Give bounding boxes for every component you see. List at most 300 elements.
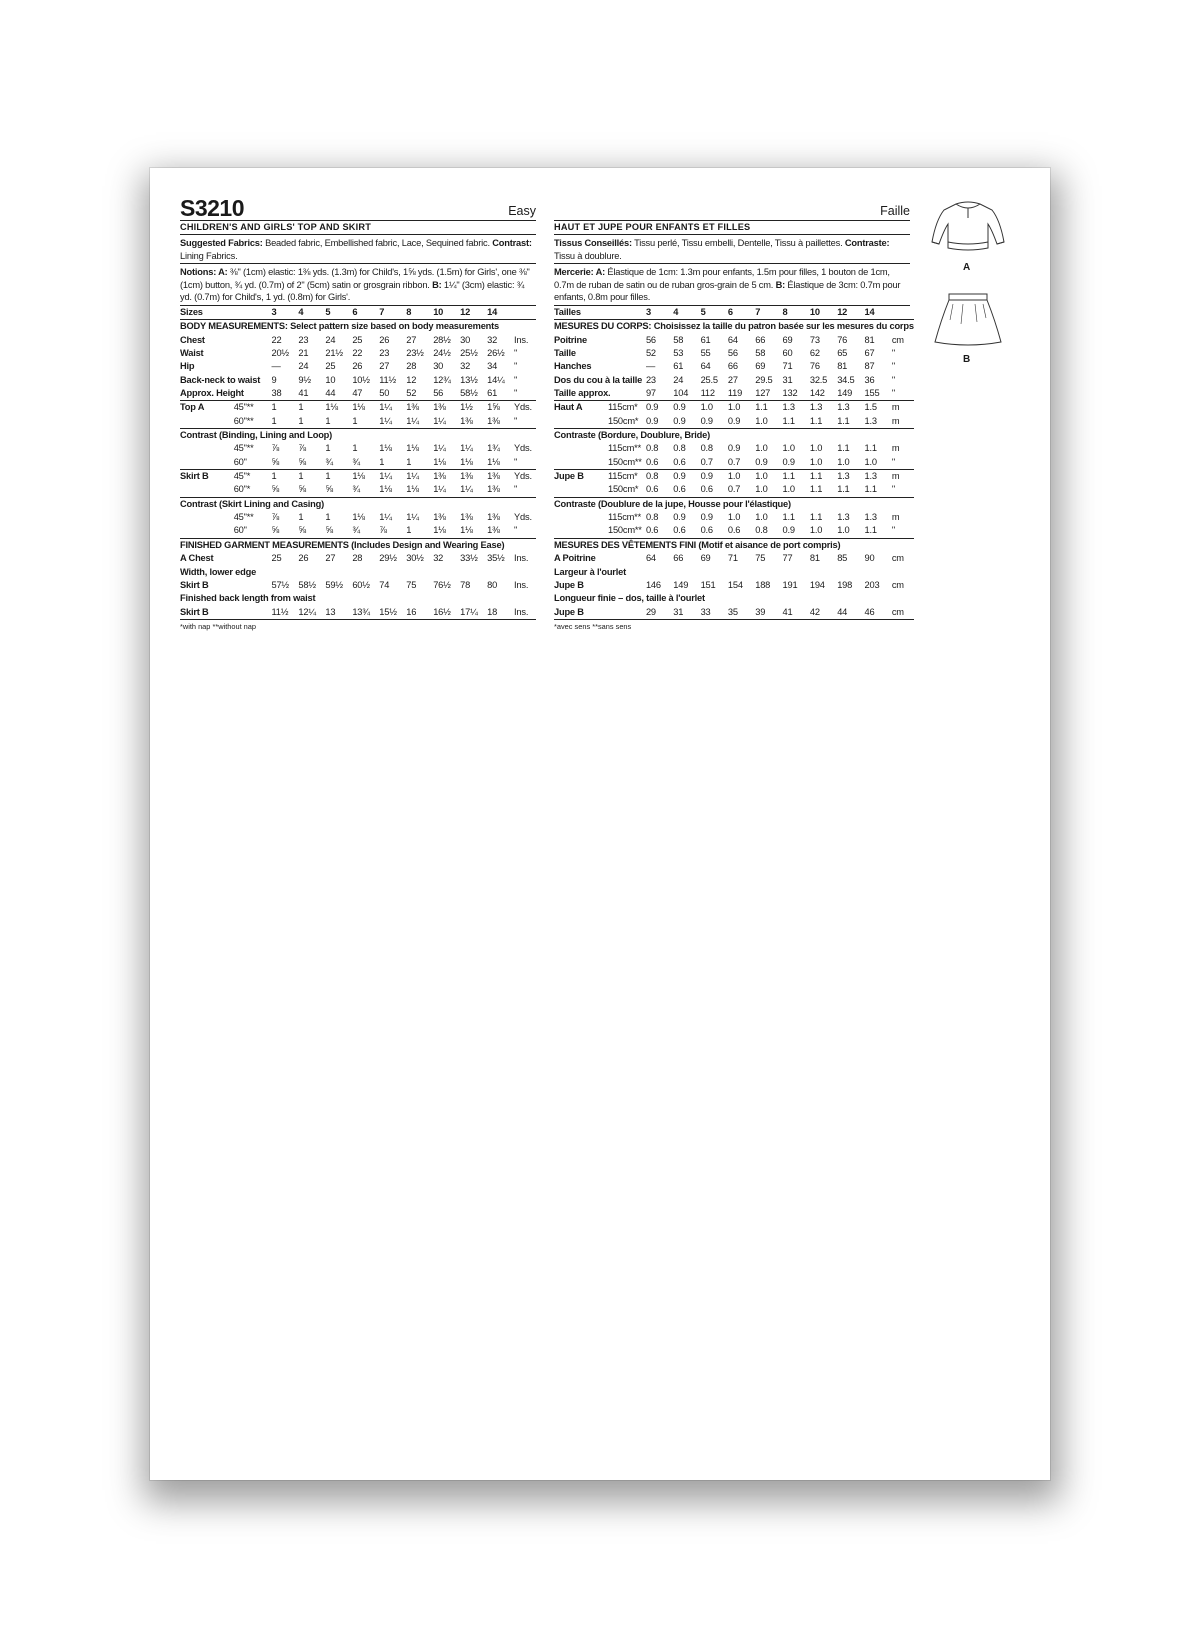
value-cell: 1⅜ [487,512,500,523]
value-cell: 27 [325,553,336,564]
value-cell: 1¼ [379,512,392,523]
value-cell: 24 [325,334,336,345]
unit-cell: " [892,456,914,470]
value-cell: 0.9 [700,512,713,523]
value-cell: 0.8 [700,443,713,454]
value-cell: 24½ [433,348,451,358]
value-cell: 28 [406,361,417,372]
value-cell: 44 [325,387,352,401]
value-cell: 22 [271,334,282,345]
row-sublabel: 60"* [234,483,272,497]
value-cell: ¾ [352,483,379,497]
unit-cell: Yds. [514,402,532,413]
value-cell: 62 [809,348,820,358]
section-heading-row [180,429,536,443]
unit-cell: Ins. [514,579,529,590]
value-cell: 0.9 [701,415,728,429]
value-cell: 1 [271,471,277,482]
table-row [554,374,914,387]
skirt-sketch [933,290,1003,350]
value-cell: 1.1 [837,415,864,429]
value-cell: 56 [727,348,738,358]
unit-cell: " [514,348,518,358]
value-cell: 0.8 [645,443,659,454]
value-cell: 188 [755,579,771,590]
value-cell: 1.1 [809,512,823,523]
row-label [554,524,608,538]
section-heading: Contraste (Bordure, Doublure, Bride) [554,430,711,441]
value-cell: 1.1 [837,443,850,454]
value-cell: ¾ [352,524,379,538]
value-cell: 87 [864,361,875,372]
value-cell: 13¾ [352,606,379,620]
value-cell: 1⅛ [406,443,419,454]
value-cell: 58½ [298,579,316,590]
section-heading-row [554,592,914,605]
value-cell: 1 [271,402,277,413]
value-cell: 77 [782,553,793,564]
section-heading: MESURES DU CORPS: Choisissez la taille du patron basée sur les mesures du corps [554,321,914,332]
value-cell: 1¼ [379,471,392,482]
value-cell: 1⅜ [433,512,446,523]
row-label [180,442,234,455]
value-cell: 0.9 [727,443,741,454]
value-cell: 1 [298,512,304,523]
value-cell: 146 [645,579,661,590]
row-sublabel: 45"** [233,443,254,454]
table-row [554,606,914,620]
notions-b-text: Élastique de 3cm: 0.7m pour enfants, 0.8m pour filles. [554,279,901,303]
unit-cell [514,306,536,320]
value-cell: 1⅛ [433,456,460,470]
value-cell: ⅝ [271,524,298,538]
section-heading-row [180,566,536,579]
row-label: A Chest [180,553,214,564]
row-label: Hanches [554,361,592,372]
table-row [554,552,914,565]
unit-cell: " [514,387,536,401]
table-row [180,387,536,401]
notions-text: ⅜" (1cm) elastic: 1⅜ yds. (1.3m) for Child's, 1⅝ yds. (1.5m) for Girls', one ⅜" (1cm) button, ¾ yd. (0.7m) of 2" (5cm) satin or grosgrain ribbon. [180,267,530,290]
value-cell: 1½ [460,402,473,413]
size-cell: 6 [352,306,379,320]
value-cell: 32 [460,361,471,372]
value-cell: 29.5 [755,374,773,385]
table-row [180,483,536,497]
row-sublabel: 60" [234,456,272,470]
value-cell: 1⅛ [460,524,487,538]
value-cell: 61 [487,387,514,401]
table-row [554,470,914,484]
value-cell: 0.7 [728,483,755,497]
size-cell: 7 [755,306,782,320]
value-cell: 26 [352,361,363,372]
row-label: Skirt B [180,579,209,590]
value-cell: 1.0 [837,524,864,538]
value-cell: 71 [727,553,738,564]
value-cell: 1⅜ [460,415,487,429]
fabrics-text: Beaded fabric, Embellished fabric, Lace, Sequined fabric. [262,238,493,248]
value-cell: 1¼ [406,471,419,482]
value-cell: 13½ [460,374,478,385]
value-cell: 35½ [487,553,505,564]
row-sublabel: 45"** [233,402,254,413]
value-cell: 1.0 [755,483,782,497]
notions [180,264,536,306]
value-cell: 29½ [379,553,397,564]
row-sublabel: 115cm** [607,512,642,523]
value-cell: 0.9 [646,415,673,429]
row-label: Jupe B [554,606,646,620]
notions-text: Élastique de 1cm: 1.3m pour enfants, 1.5m pour filles, 1 bouton de 1cm, 0.7m de ruban de satin ou de ruban gros-grain de 5 cm. [554,267,890,290]
value-cell: 30 [460,334,471,345]
table-row [180,442,536,455]
figure-b-label: B [963,354,971,365]
table-row [180,360,536,373]
value-cell: 0.8 [673,443,686,454]
value-cell: 1⅜ [487,483,514,497]
value-cell: ¾ [352,456,379,470]
row-label: Jupe B [554,471,584,482]
value-cell: 0.6 [728,524,755,538]
value-cell: 1 [325,443,331,454]
unit-cell: Ins. [514,606,536,620]
size-cell: 3 [271,306,298,320]
value-cell: 0.9 [783,456,810,470]
value-cell: 1.1 [809,471,823,482]
size-cell: 14 [487,306,514,320]
value-cell: 16½ [433,606,460,620]
table-row [180,347,536,360]
value-cell: 64 [645,553,656,564]
contrast-label: Contrast: [492,238,532,248]
value-cell: 31 [782,374,793,385]
value-cell: 33 [701,606,728,620]
value-cell: ⅞ [379,524,406,538]
value-cell: 132 [783,387,810,401]
value-cell: 32 [487,334,498,345]
value-cell: 38 [271,387,298,401]
table-row [180,456,536,470]
value-cell: 0.6 [673,483,700,497]
value-cell: 0.6 [701,483,728,497]
sizes-label: Sizes [180,306,234,320]
value-cell: 61 [700,334,711,345]
row-label: Chest [180,334,205,345]
value-cell: 69 [700,553,711,564]
value-cell: 1.1 [810,483,837,497]
value-cell: 1 [325,471,331,482]
value-cell: 17¼ [460,606,487,620]
value-cell: 1¼ [460,483,487,497]
value-cell: 1.1 [783,415,810,429]
value-cell: 9 [271,374,277,385]
value-cell: 1.5 [864,402,877,413]
value-cell: 14¼ [487,374,505,385]
value-cell: 1¼ [406,415,433,429]
row-label: Hip [180,361,195,372]
row-sublabel: 115cm* [607,402,638,413]
value-cell: 1 [271,415,298,429]
value-cell: 1¼ [406,512,419,523]
value-cell: 1.1 [837,483,864,497]
value-cell: 23 [298,334,309,345]
value-cell: 1.0 [783,483,810,497]
value-cell: 1.0 [782,443,795,454]
value-cell: 1.3 [837,402,850,413]
row-label: Poitrine [554,334,588,345]
value-cell: 12¼ [298,606,325,620]
value-cell: ⅝ [298,524,325,538]
table-row [180,334,536,347]
value-cell: 1⅝ [487,402,500,413]
row-label [180,456,234,470]
value-cell: 34.5 [837,374,855,385]
unit-cell: m [891,402,900,413]
table-row [554,387,914,401]
value-cell: 112 [701,387,728,401]
value-cell: 1.1 [810,415,837,429]
sizes-row [180,306,536,320]
value-cell: 1 [352,415,379,429]
value-cell: 12 [406,374,417,385]
value-cell: 21½ [325,348,343,358]
value-cell: 64 [700,361,711,372]
table-row [554,401,914,415]
table-row [554,579,914,592]
value-cell: 25.5 [700,374,718,385]
row-sublabel: 45"** [233,512,254,523]
unit-cell: " [892,483,914,497]
value-cell: 1 [406,524,433,538]
value-cell: 1⅛ [487,456,514,470]
value-cell: 1⅛ [433,524,460,538]
value-cell: 23 [379,348,390,358]
value-cell: 57½ [271,579,289,590]
unit-cell: " [891,361,895,372]
suggested-fabrics [180,235,536,264]
notions-b-text: 1¼" (3cm) elastic: ¾ yd. (0.7m) for Child's, 1 yd. (0.8m) for Girls'. [180,279,525,303]
size-cell: 5 [325,306,352,320]
row-label [554,415,608,429]
value-cell: 16 [406,606,433,620]
table-row [180,511,536,524]
value-cell: 1.1 [865,524,892,538]
row-sublabel: 115cm* [607,471,638,482]
section-heading: FINISHED GARMENT MEASUREMENTS (Includes Design and Wearing Ease) [180,539,505,550]
contrast-label: Contraste: [844,238,890,248]
value-cell: 59½ [325,579,343,590]
section-heading-row [554,320,914,334]
value-cell: 1⅜ [433,402,446,413]
value-cell: 203 [864,579,880,590]
value-cell: ⅞ [271,512,280,523]
row-label [554,442,608,455]
value-cell: 104 [673,387,700,401]
row-label [554,511,608,524]
size-cell: 4 [673,306,700,320]
row-label: Back-neck to waist [180,374,261,385]
value-cell: 24 [298,361,309,372]
value-cell: 25 [271,553,282,564]
table-row [554,524,914,538]
value-cell: 1⅜ [487,415,514,429]
value-cell: 1⅜ [433,471,446,482]
value-cell: 1.0 [755,471,768,482]
value-cell: 66 [727,361,738,372]
table-row [180,579,536,592]
section-heading: Contrast (Skirt Lining and Casing) [180,498,325,509]
contrast-text: Lining Fabrics. [180,250,238,261]
size-cell: 12 [460,306,487,320]
value-cell: 10½ [352,374,370,385]
difficulty-label: Faille [880,204,910,218]
table-row [554,511,914,524]
value-cell: 41 [783,606,810,620]
pattern-title: CHILDREN'S AND GIRLS' TOP AND SKIRT [180,221,536,235]
row-sublabel: 115cm** [607,443,642,454]
value-cell: 66 [673,553,684,564]
value-cell: 52 [406,387,433,401]
size-cell: 14 [865,306,892,320]
value-cell: 60½ [352,579,370,590]
value-cell: ¾ [325,456,352,470]
table-row [554,360,914,373]
row-sublabel: 150cm* [608,415,646,429]
unit-cell: cm [891,553,904,564]
english-column [180,194,536,632]
footnote: *with nap **without nap [180,621,257,631]
value-cell: 1.1 [782,471,795,482]
value-cell: 0.6 [646,524,673,538]
unit-cell: cm [891,334,904,345]
value-cell: 26 [298,553,309,564]
value-cell: 29 [646,606,673,620]
value-cell: 0.6 [673,524,700,538]
value-cell: 1 [379,456,406,470]
value-cell: 30 [433,361,444,372]
value-cell: 1.0 [755,415,782,429]
value-cell: 0.8 [645,471,659,482]
value-cell: 11½ [379,374,397,385]
value-cell: 1.0 [865,456,892,470]
value-cell: 76½ [433,579,451,590]
unit-cell: m [891,512,900,523]
unit-cell: " [891,348,895,358]
value-cell: 25 [352,334,363,345]
value-cell: 75 [406,579,417,590]
section-heading: BODY MEASUREMENTS: Select pattern size based on body measurements [180,321,500,332]
value-cell: 55 [700,348,711,358]
value-cell: 81 [809,553,820,564]
french-column [554,194,914,632]
value-cell: 74 [379,579,390,590]
row-label [554,456,608,470]
value-cell: 1.3 [865,415,892,429]
pattern-code: S3210 [180,195,245,221]
row-label: Top A [180,402,205,413]
notions [554,264,910,306]
value-cell: 1⅜ [460,471,473,482]
value-cell: 22 [352,348,363,358]
value-cell: 1 [352,443,358,454]
value-cell: 1.1 [782,512,795,523]
value-cell: 0.9 [673,512,686,523]
value-cell: 36 [864,374,875,385]
section-heading: Finished back length from waist [180,593,316,604]
value-cell: 1.3 [864,512,877,523]
value-cell: 42 [810,606,837,620]
row-label: Skirt B [180,471,209,482]
value-cell: 1 [298,471,304,482]
sizes-label: Tailles [554,306,608,320]
value-cell: 1¼ [433,483,460,497]
notions-b-label: B: [432,279,442,290]
value-cell: 58 [755,348,766,358]
value-cell: 154 [727,579,743,590]
fabrics-label: Suggested Fabrics: [180,238,263,248]
value-cell: 1.0 [700,402,713,413]
value-cell: 1⅜ [487,524,514,538]
unit-cell: Yds. [514,443,532,454]
unit-cell: " [892,524,914,538]
value-cell: 27 [406,334,417,345]
value-cell: 1 [298,415,325,429]
row-sublabel [608,306,646,320]
value-cell: 1⅛ [460,456,487,470]
value-cell: 25 [325,361,336,372]
value-cell: 1 [406,456,433,470]
value-cell: 1.0 [755,512,768,523]
value-cell: 0.9 [645,402,659,413]
unit-cell: " [514,415,536,429]
value-cell: 1.0 [810,524,837,538]
value-cell: 1.0 [727,471,741,482]
row-label: Dos du cou à la taille [554,374,643,385]
section-heading-row [180,592,536,605]
section-heading-row [554,497,914,511]
unit-cell: " [891,374,895,385]
row-label: A Poitrine [554,553,596,564]
row-sublabel [234,306,272,320]
value-cell: 26½ [487,348,505,358]
size-cell: 10 [433,306,460,320]
value-cell: 1¾ [487,443,500,454]
value-cell: 25½ [460,348,478,358]
value-cell: ⅝ [325,483,352,497]
value-cell: 0.9 [755,456,782,470]
value-cell: 1⅜ [460,512,473,523]
value-cell: 0.6 [673,456,700,470]
table-row [554,483,914,497]
value-cell: 44 [837,606,864,620]
row-label: Approx. Height [180,387,271,401]
value-cell: ⅝ [271,483,298,497]
value-cell: ⅝ [271,456,298,470]
unit-cell: m [892,415,914,429]
value-cell: 151 [700,579,716,590]
section-heading-row [180,538,536,552]
blouse-sketch [928,198,1008,260]
value-cell: 0.7 [701,456,728,470]
value-cell: 1.1 [865,483,892,497]
value-cell: 1.3 [782,402,795,413]
value-cell: 13 [325,606,352,620]
value-cell: 1¼ [379,415,406,429]
value-cell: 35 [728,606,755,620]
value-cell: 39 [755,606,782,620]
value-cell: 58½ [460,387,487,401]
